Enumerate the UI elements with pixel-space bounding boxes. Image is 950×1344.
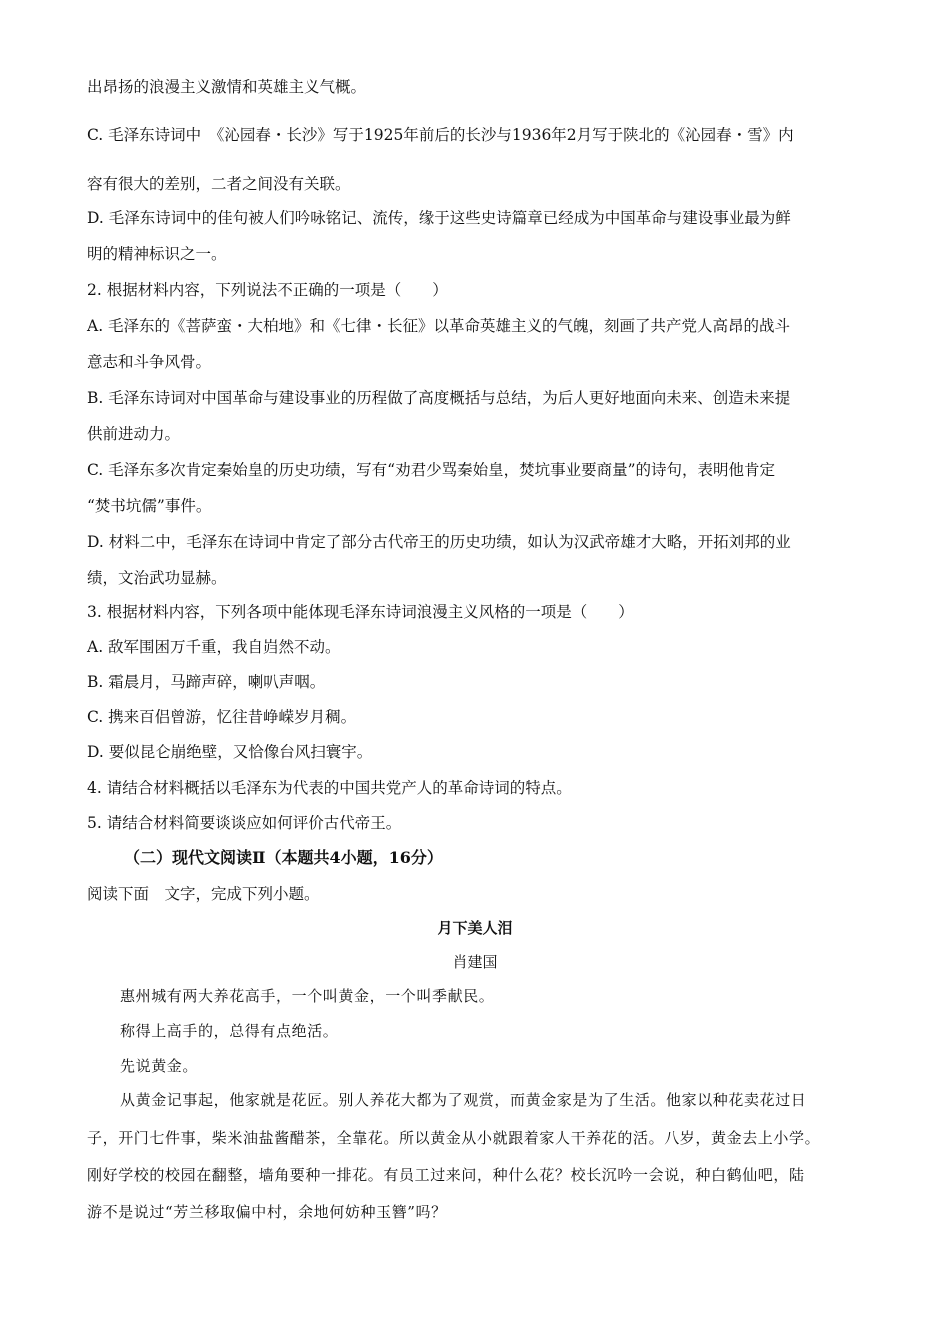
option-d-line: D. 材料二中，毛泽东在诗词中肯定了部分古代帝王的历史功绩，如认为汉武帝雄才大略，开拓刘邦的业 bbox=[87, 533, 791, 551]
text-line: 出昂扬的浪漫主义激情和英雄主义气概。 bbox=[87, 78, 367, 96]
question-3: 3. 根据材料内容，下列各项中能体现毛泽东诗词浪漫主义风格的一项是（ ） bbox=[87, 603, 634, 621]
option-b-line: B. 毛泽东诗词对中国革命与建设事业的历程做了高度概括与总结，为后人更好地面向未来、创造未来提 bbox=[87, 389, 791, 407]
option-a-line: A. 毛泽东的《菩萨蛮・大柏地》和《七律・长征》以革命英雄主义的气魄，刻画了共产党人高昂的战斗 bbox=[87, 317, 791, 335]
option-a: A. 敌军围困万千重，我自岿然不动。 bbox=[87, 638, 341, 656]
text-line: 供前进动力。 bbox=[87, 425, 181, 443]
option-d-line: D. 毛泽东诗词中的佳句被人们吟咏铭记、流传，缘于这些史诗篇章已经成为中国革命与建设事业最为鲜 bbox=[87, 209, 791, 227]
question-2: 2. 根据材料内容，下列说法不正确的一项是（ ） bbox=[87, 281, 448, 299]
text-line: “焚书坑儒”事件。 bbox=[87, 497, 212, 515]
paragraph: 刚好学校的校园在翻整，墙角要种一排花。有员工过来问，种什么花？校长沉吟一会说，种白鹤仙吧，陆 bbox=[87, 1166, 805, 1184]
paragraph: 游不是说过“芳兰移取偏中村，余地何妨种玉簪”吗？ bbox=[87, 1203, 447, 1221]
text-line: 明的精神标识之一。 bbox=[87, 245, 227, 263]
question-5: 5. 请结合材料简要谈谈应如何评价古代帝王。 bbox=[87, 814, 402, 832]
option-b: B. 霜晨月，马蹄声碎，喇叭声咽。 bbox=[87, 673, 326, 691]
option-c-line: C. 毛泽东诗词中 《沁园春・长沙》写于1925年前后的长沙与1936年2月写于陕北的《沁园春・雪》内 bbox=[87, 126, 794, 144]
paragraph: 惠州城有两大养花高手，一个叫黄金，一个叫季献民。 bbox=[120, 987, 495, 1005]
text-line: 容有很大的差别，二者之间没有关联。 bbox=[87, 175, 351, 193]
paragraph: 称得上高手的，总得有点绝活。 bbox=[120, 1022, 339, 1040]
option-c-line: C. 毛泽东多次肯定秦始皇的历史功绩，写有“劝君少骂秦始皇，焚坑事业要商量”的诗句，表明他肯定 bbox=[87, 461, 776, 479]
paragraph: 从黄金记事起，他家就是花匠。别人养花大都为了观赏，而黄金家是为了生活。他家以种花卖花过日 bbox=[120, 1091, 807, 1109]
text-line: 绩，文治武功显赫。 bbox=[87, 569, 227, 587]
option-c: C. 携来百侣曾游，忆往昔峥嵘岁月稠。 bbox=[87, 708, 357, 726]
story-title: 月下美人泪 bbox=[437, 919, 513, 937]
paragraph: 子，开门七件事，柴米油盐酱醋茶，全靠花。所以黄金从小就跟着家人干养花的活。八岁，黄金去上小学。 bbox=[87, 1129, 821, 1147]
text-line: 意志和斗争风骨。 bbox=[87, 353, 212, 371]
option-d: D. 要似昆仑崩绝壁，又恰像台风扫寰宇。 bbox=[87, 743, 373, 761]
question-4: 4. 请结合材料概括以毛泽东为代表的中国共党产人的革命诗词的特点。 bbox=[87, 779, 572, 797]
paragraph: 先说黄金。 bbox=[120, 1057, 199, 1075]
story-author: 肖建国 bbox=[452, 953, 498, 971]
instruction: 阅读下面 文字，完成下列小题。 bbox=[87, 885, 320, 903]
section-heading: （二）现代文阅读Ⅱ（本题共4小题，16分） bbox=[124, 848, 443, 867]
